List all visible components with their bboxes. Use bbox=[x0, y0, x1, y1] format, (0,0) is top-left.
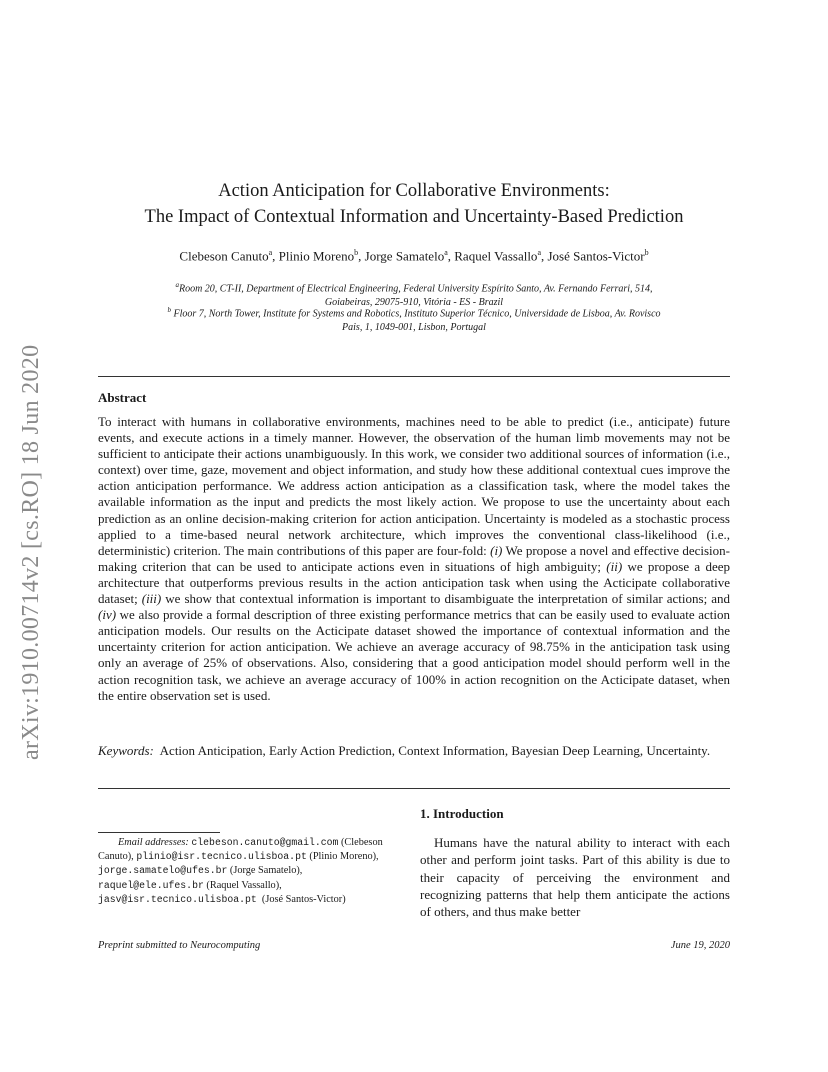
arxiv-identifier: arXiv:1910.00714v2 [cs.RO] 18 Jun 2020 bbox=[18, 344, 44, 760]
preprint-note: Preprint submitted to Neurocomputing bbox=[98, 940, 261, 951]
email-link[interactable]: plinio@isr.tecnico.ulisboa.pt bbox=[136, 851, 307, 863]
email-owner: (Plinio Moreno), bbox=[309, 851, 379, 863]
author-affiliation-mark: a bbox=[537, 248, 541, 257]
footnote-divider bbox=[98, 832, 220, 833]
author-affiliation-mark: a bbox=[268, 248, 273, 257]
affiliation-text: Goiabeiras, 29075-910, Vitória - ES - Brazil bbox=[324, 297, 504, 309]
email-link[interactable]: raquel@ele.ufes.br bbox=[98, 879, 204, 891]
bottom-divider bbox=[98, 788, 730, 789]
abstract-heading: Abstract bbox=[98, 390, 147, 405]
email-link[interactable]: clebeson.canuto@gmail.com bbox=[191, 837, 339, 848]
author-affiliation-mark: b bbox=[644, 248, 649, 257]
section-heading-introduction: 1. Introduction bbox=[420, 806, 504, 821]
author-name: Raquel Vassallo bbox=[454, 248, 538, 264]
author-affiliation-mark: b bbox=[354, 248, 359, 257]
footer-date: June 19, 2020 bbox=[670, 940, 730, 951]
abstract-text-part: we show that contextual information is important to disambiguate the interpretation of similar actions; and bbox=[161, 591, 730, 607]
email-link[interactable]: jasv@isr.tecnico.ulisboa.pt bbox=[98, 893, 257, 905]
email-footnote bbox=[98, 836, 410, 907]
abstract-text-part: We propose a novel and effective decision-making criterion that can be used to anticipate actions even in situations of high ambiguity; bbox=[98, 542, 731, 574]
introduction-text bbox=[420, 834, 730, 920]
keywords bbox=[98, 743, 730, 760]
paper-title-line-2: The Impact of Contextual Information and Uncertainty-Based Prediction bbox=[144, 207, 684, 227]
affiliation-mark: a bbox=[175, 281, 179, 289]
author-list: Clebeson Canuto$^a$, Plinio Moreno$^b$, Jorge Samatelo$^a$, Raquel Vassallo$^a$, José Santos-Victor$^b$ bbox=[179, 248, 649, 264]
abstract-text-part: To interact with humans in collaborative environments, machines need to be able to predict (i.e., anticipate) future events, and execute actions in a timely manner. However, the observation of the human limb movements may not be sufficient to anticipate their actions unambiguously. In this work, we consider two additional sources of information (i.e., context) over time, gaze, movement and object information, and study how these additional contextual cues improve the action anticipation performance. We address action anticipation as a classification task, where the model takes the available information as the input and predicts the most likely action. We propose to use the uncertainty about each prediction as an online decision-making criterion for action anticipation. Uncertainty is modeled as a stochastic process applied to a time-based neural network architecture, which improves the conventional class-likelihood (i.e., deterministic) criterion. The main contributions of this paper are four-fold: bbox=[98, 414, 730, 558]
introduction-paragraph: Humans have the natural ability to interact with each other and perform joint tasks. Part of this ability is due to their capacity of perceiving the environment and recognizing patterns that help them anticipate the actions of others, and thus make better bbox=[420, 835, 730, 920]
keywords-label: Keywords: bbox=[98, 743, 154, 758]
contribution-number: (iii) bbox=[141, 591, 162, 607]
affiliation-b bbox=[98, 303, 730, 335]
abstract-text bbox=[98, 414, 730, 704]
top-divider bbox=[98, 376, 730, 377]
email-owner: (José Santos-Victor) bbox=[261, 893, 346, 905]
footnote-label: Email addresses: bbox=[118, 837, 189, 848]
abstract-text-part: we propose a deep architecture that outperforms previous results in the action anticipation task when using the Acticipate collaborative dataset; bbox=[98, 558, 730, 607]
author-name: Jorge Samatelo bbox=[364, 248, 445, 264]
contribution-number: (i) bbox=[490, 542, 503, 558]
affiliation-text: Room 20, CT-II, Department of Electrical Engineering, Federal University Espírito Santo, Av. Fernando Ferrari, 514, bbox=[178, 283, 653, 295]
keywords-text: Action Anticipation, Early Action Prediction, Context Information, Bayesian Deep Learning, Uncertainty. bbox=[159, 743, 711, 758]
contribution-number: (ii) bbox=[606, 558, 623, 574]
author-name: José Santos-Victor bbox=[547, 248, 645, 264]
paper-title-line-1: Action Anticipation for Collaborative Environments: bbox=[218, 181, 610, 201]
email-owner: (Clebeson Canuto), bbox=[98, 837, 383, 863]
affiliation-text: Pais, 1, 1049-001, Lisbon, Portugal bbox=[342, 322, 486, 334]
abstract-text-part: we also provide a formal description of three existing performance metrics that can be easily used to evaluate action anticipation models. Our results on the Acticipate dataset showed the importance of contextual information and the uncertainty criterion for action anticipation. We achieve an average accuracy of 98.75% in the anticipation task using only an average of 25% of observations. Also, considering that a good anticipation model should perform well in the action recognition task, we achieve an average accuracy of 100% in action recognition on the Acticipate dataset, when the entire observation set is used. bbox=[98, 607, 730, 703]
author-name: Clebeson Canuto bbox=[179, 248, 269, 264]
author-affiliation-mark: a bbox=[444, 248, 448, 257]
affiliation-mark: b bbox=[167, 306, 171, 314]
contribution-number: (iv) bbox=[98, 607, 117, 623]
affiliation-text: Floor 7, North Tower, Institute for Systems and Robotics, Instituto Superior Técnico, Universidade de Lisboa, Av. Rovisco bbox=[173, 308, 661, 320]
email-owner: (Jorge Samatelo), bbox=[229, 865, 303, 877]
email-link[interactable]: jorge.samatelo@ufes.br bbox=[98, 865, 228, 877]
email-owner: (Raquel Vassallo), bbox=[206, 879, 282, 891]
author-name: Plinio Moreno bbox=[278, 248, 355, 264]
